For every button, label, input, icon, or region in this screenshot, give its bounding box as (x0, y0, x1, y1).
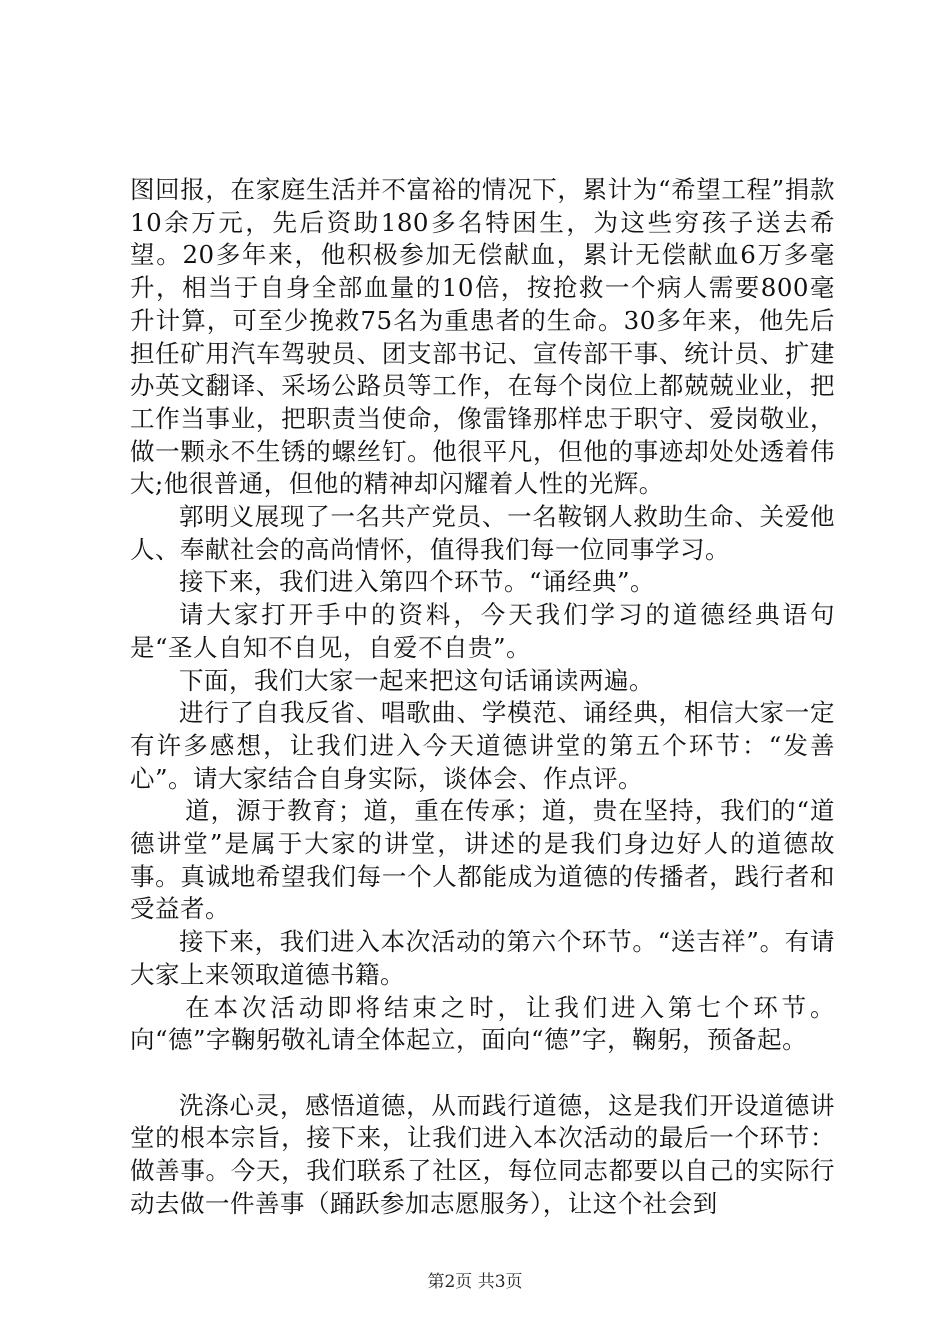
page-footer: 第2页 共3页 (427, 1272, 523, 1292)
paragraph-continuation: 图回报，在家庭生活并不富裕的情况下，累计为“希望工程”捐款10余万元，先后资助180多名特困生，为这些穷孩子送去希望。20多年来，他积极参加无偿献血，累计无偿献血6万多毫升，相当于自身全部血量的10倍，按抢救一个病人需要800毫升计算，可至少挽救75名为重患者的生命。30多年来，他先后担任矿用汽车驾驶员、团支部书记、宣传部干事、统计员、扩建办英文翻译、采场公路员等工作，在每个岗位上都兢兢业业，把工作当事业，把职责当使命，像雷锋那样忠于职守、爱岗敬业，做一颗永不生锈的螺丝钉。他很平凡，但他的事迹却处处透着伟大;他很普通，但他的精神却闪耀着人性的光辉。 (130, 175, 835, 499)
paragraph-dao: 道，源于教育；道，重在传承；道，贵在坚持，我们的“道德讲堂”是属于大家的讲堂，讲述的是我们身边好人的道德故事。真诚地希望我们每一个人都能成为道德的传播者，践行者和受益者。 (130, 796, 835, 924)
paragraph-gap (130, 1057, 835, 1090)
paragraph-step-four: 接下来，我们进入第四个环节。“诵经典”。 (179, 567, 656, 597)
paragraph-recite: 下面，我们大家一起来把这句话诵读两遍。 (179, 665, 654, 695)
paragraph-guo-mingyi: 郭明义展现了一名共产党员、一名鞍钢人救助生命、关爱他人、奉献社会的高尚情怀，值得我们每一位同事学习。 (130, 502, 835, 564)
paragraph-final-step: 洗涤心灵，感悟道德，从而践行道德，这是我们开设道德讲堂的根本宗旨，接下来，让我们进入本次活动的最后一个环节：做善事。今天，我们联系了社区，每位同志都要以自己的实际行动去做一件善事（踊跃参加志愿服务），让这个社会到 (130, 1090, 835, 1218)
paragraph-step-six: 接下来，我们进入本次活动的第六个环节。“送吉祥”。有请大家上来领取道德书籍。 (130, 927, 835, 989)
paragraph-classic-quote: 请大家打开手中的资料，今天我们学习的道德经典语句是“圣人自知不自见，自爱不自贵”。 (130, 600, 835, 662)
paragraph-step-five: 进行了自我反省、唱歌曲、学模范、诵经典，相信大家一定有许多感想，让我们进入今天道德讲堂的第五个环节：“发善心”。请大家结合自身实际，谈体会、作点评。 (130, 698, 835, 793)
body-text (130, 174, 835, 1220)
paragraph-step-seven: 在本次活动即将结束之时，让我们进入第七个环节。向“德”字鞠躬敬礼请全体起立，面向“德”字，鞠躬，预备起。 (130, 992, 835, 1055)
